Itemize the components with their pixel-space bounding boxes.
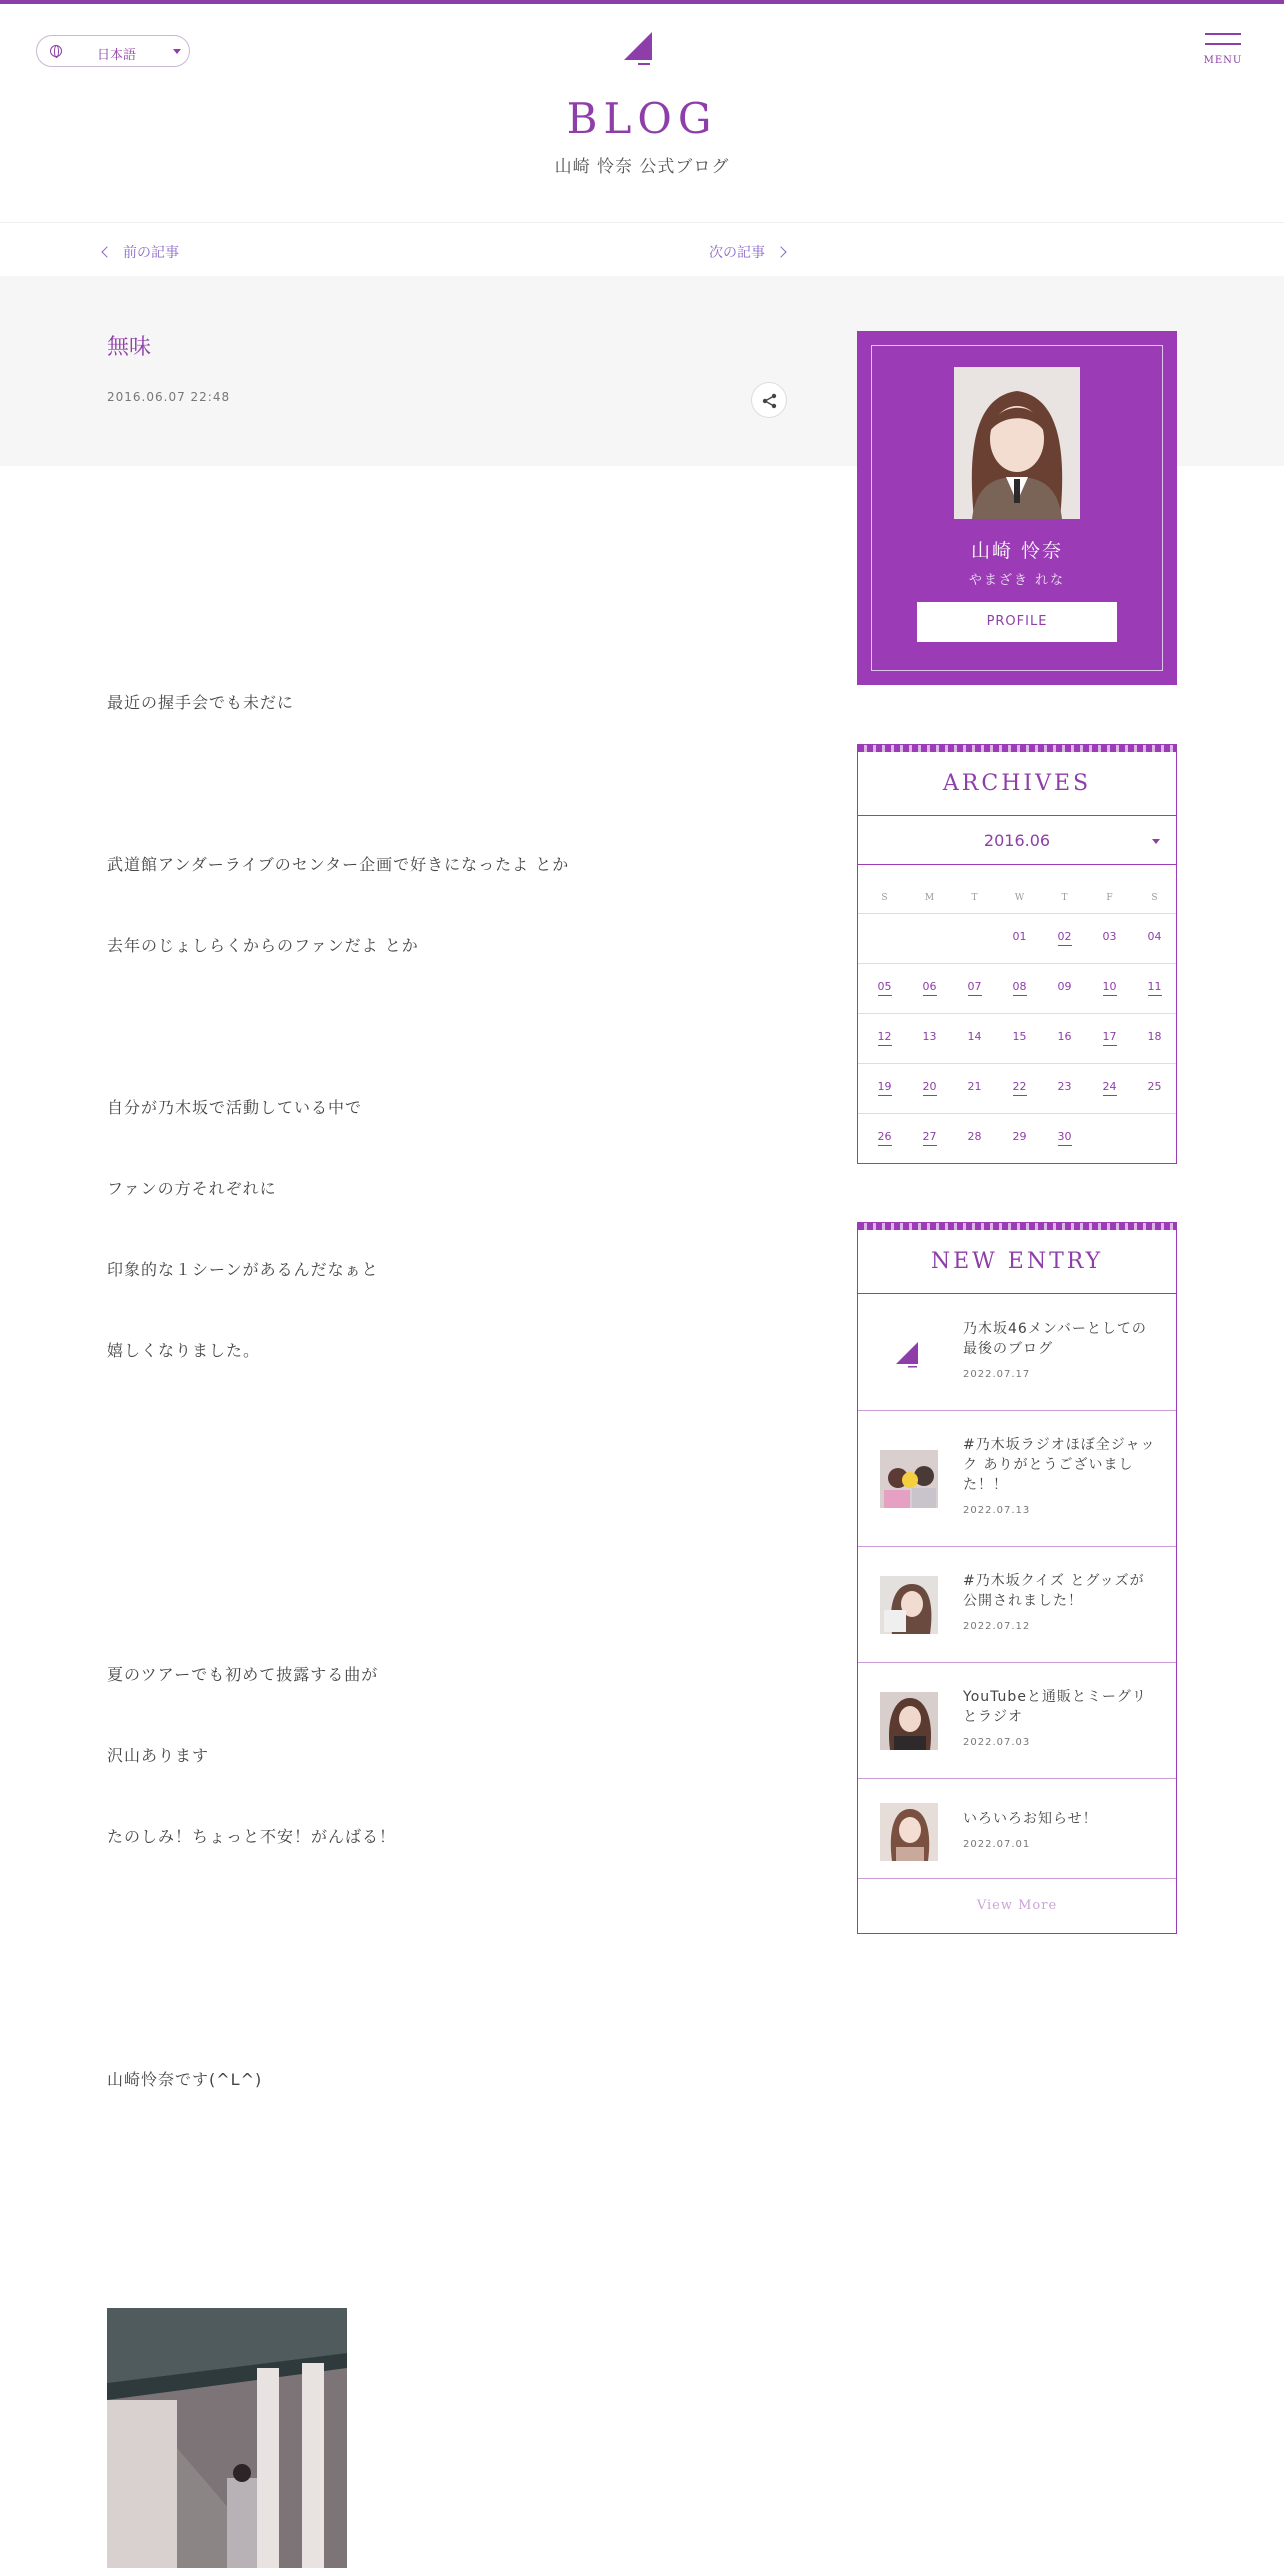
calendar-day-label: 09 xyxy=(1057,980,1072,993)
calendar-day xyxy=(997,1130,1042,1143)
entry-title: YouTubeと通販とミーグリとラジオ xyxy=(963,1689,1147,1725)
avatar xyxy=(954,367,1080,519)
calendar-day-label: 06 xyxy=(923,980,937,996)
calendar-row-divider xyxy=(858,1013,1176,1014)
caret-down-icon xyxy=(1152,839,1160,844)
list-item[interactable] xyxy=(858,1663,1176,1779)
list-item[interactable] xyxy=(858,1547,1176,1663)
calendar-day-label: 03 xyxy=(1102,930,1117,943)
entry-date: 2022.07.03 xyxy=(963,1737,1031,1748)
calendar-day xyxy=(1042,1030,1087,1043)
decorative-border xyxy=(858,1223,1176,1230)
calendar-weekday: W xyxy=(1014,893,1025,903)
calendar-day-label: 25 xyxy=(1147,1080,1162,1093)
calendar-day-label: 19 xyxy=(878,1080,892,1096)
divider xyxy=(0,222,1284,223)
calendar-day-label: 30 xyxy=(1058,1130,1072,1146)
post-date: 2016.06.07 22:48 xyxy=(107,390,231,404)
calendar-day xyxy=(952,1030,997,1043)
calendar-day xyxy=(1132,1030,1177,1043)
entry-thumbnail xyxy=(880,1803,938,1861)
archives-title: ARCHIVES xyxy=(858,752,1176,816)
calendar-day[interactable] xyxy=(997,1080,1042,1093)
calendar-weekday: M xyxy=(924,893,935,903)
calendar-weekday: S xyxy=(1151,893,1158,903)
calendar-day[interactable] xyxy=(1087,980,1132,993)
post-paragraph: 沢山あります xyxy=(107,1746,210,1765)
caret-down-icon xyxy=(173,49,181,54)
calendar-day[interactable] xyxy=(862,980,907,993)
calendar-day-label: 04 xyxy=(1147,930,1162,943)
calendar-day-label: 07 xyxy=(968,980,982,996)
calendar-day-label: 17 xyxy=(1103,1030,1117,1046)
list-item[interactable] xyxy=(858,1411,1176,1547)
entry-date: 2022.07.01 xyxy=(963,1839,1031,1850)
globe-icon xyxy=(50,45,62,57)
page-title: BLOG xyxy=(566,94,718,143)
calendar-day-label: 20 xyxy=(923,1080,937,1096)
post-paragraph: 武道館アンダーライブのセンター企画で好きになったよ とか xyxy=(107,855,570,874)
menu-label: MENU xyxy=(1203,55,1243,66)
menu-icon-bar xyxy=(1205,33,1241,35)
post-paragraph: 山崎怜奈です(^L^) xyxy=(107,2070,263,2089)
calendar-day-label: 08 xyxy=(1013,980,1027,996)
post-paragraph: ファンの方それぞれに xyxy=(107,1179,277,1198)
calendar-weekday: S xyxy=(881,893,888,903)
entry-thumbnail xyxy=(880,1450,938,1508)
calendar-day[interactable] xyxy=(952,980,997,993)
calendar-day xyxy=(1132,930,1177,943)
calendar-day[interactable] xyxy=(1042,930,1087,943)
calendar-weekday: T xyxy=(1061,893,1068,903)
calendar-day-label: 13 xyxy=(922,1030,937,1043)
entry-date: 2022.07.13 xyxy=(963,1505,1031,1516)
calendar-day xyxy=(1087,930,1132,943)
calendar-day-label: 26 xyxy=(878,1130,892,1146)
page-subtitle: 山崎 怜奈 公式ブログ xyxy=(554,157,730,177)
calendar-day-label: 10 xyxy=(1103,980,1117,996)
calendar-day-label: 24 xyxy=(1103,1080,1117,1096)
calendar-row-divider xyxy=(858,1113,1176,1114)
prev-article-label: 前の記事 xyxy=(123,245,179,261)
post-paragraph: 夏のツアーでも初めて披露する曲が xyxy=(107,1665,379,1684)
entry-date: 2022.07.12 xyxy=(963,1621,1031,1632)
calendar-weekday: T xyxy=(971,893,978,903)
list-item[interactable] xyxy=(858,1295,1176,1411)
entry-thumbnail xyxy=(880,1692,938,1750)
calendar-day-label: 12 xyxy=(878,1030,892,1046)
calendar-day xyxy=(997,1030,1042,1043)
archives-panel xyxy=(857,744,1177,1164)
calendar-day[interactable] xyxy=(907,1080,952,1093)
entry-title: 乃木坂46メンバーとしての最後のブログ xyxy=(963,1321,1147,1357)
menu-icon-bar xyxy=(1205,43,1241,45)
calendar-day-label: 02 xyxy=(1058,930,1072,946)
language-selector[interactable] xyxy=(36,35,190,67)
calendar-day-label: 27 xyxy=(923,1130,937,1146)
decorative-border xyxy=(858,745,1176,752)
share-button[interactable] xyxy=(751,382,787,418)
calendar-day-label: 23 xyxy=(1057,1080,1072,1093)
post-paragraph: たのしみ！ちょっと不安！がんばる！ xyxy=(107,1827,397,1846)
calendar-day[interactable] xyxy=(1087,1080,1132,1093)
calendar-day[interactable] xyxy=(1132,980,1177,993)
post-paragraph: 嬉しくなりました。 xyxy=(107,1341,261,1360)
calendar-day-label: 01 xyxy=(1012,930,1027,943)
post-paragraph: 自分が乃木坂で活動している中で xyxy=(107,1098,363,1117)
logo[interactable] xyxy=(622,30,654,68)
calendar-day[interactable] xyxy=(862,1030,907,1043)
calendar-day-label: 05 xyxy=(878,980,892,996)
calendar-day[interactable] xyxy=(997,980,1042,993)
list-item[interactable] xyxy=(858,1779,1176,1879)
calendar-day-label: 11 xyxy=(1148,980,1162,996)
calendar-day xyxy=(907,1030,952,1043)
share-icon xyxy=(752,383,788,419)
calendar-day-label: 14 xyxy=(967,1030,982,1043)
calendar-day-label: 15 xyxy=(1012,1030,1027,1043)
calendar-day-label: 22 xyxy=(1013,1080,1027,1096)
next-article-link[interactable] xyxy=(709,242,785,262)
calendar-day[interactable] xyxy=(1042,1130,1087,1143)
profile-button[interactable]: PROFILE xyxy=(917,602,1117,642)
prev-article-link[interactable] xyxy=(103,242,179,262)
calendar-day[interactable] xyxy=(1087,1030,1132,1043)
calendar-day[interactable] xyxy=(862,1080,907,1093)
post-paragraph: 去年のじょしらくからのファンだよ とか xyxy=(107,936,419,955)
calendar-day xyxy=(952,1130,997,1143)
calendar-row-divider xyxy=(858,913,1176,914)
calendar-day-label: 28 xyxy=(967,1130,982,1143)
calendar-day xyxy=(997,930,1042,943)
chevron-right-icon xyxy=(775,246,786,257)
chevron-left-icon xyxy=(101,246,112,257)
entry-date: 2022.07.17 xyxy=(963,1369,1031,1380)
view-more-link[interactable]: View More xyxy=(976,1898,1058,1913)
entry-title: #乃木坂ラジオほぼ全ジャック ありがとうございました！！ xyxy=(963,1437,1156,1493)
post-paragraph: 印象的な１シーンがあるんだなぁと xyxy=(107,1260,379,1279)
calendar-day xyxy=(952,1080,997,1093)
calendar-day[interactable] xyxy=(907,980,952,993)
profile-name: 山崎 怜奈 xyxy=(970,540,1064,562)
calendar-day xyxy=(1042,980,1087,993)
entry-title: #乃木坂クイズ とグッズが公開されました！ xyxy=(963,1573,1145,1609)
language-label: 日本語 xyxy=(97,48,137,63)
calendar-day xyxy=(1132,1080,1177,1093)
month-select-value: 2016.06 xyxy=(983,831,1051,850)
month-select[interactable] xyxy=(858,817,1176,865)
calendar-row-divider xyxy=(858,963,1176,964)
calendar-day-label: 29 xyxy=(1012,1130,1027,1143)
calendar-row-divider xyxy=(858,1063,1176,1064)
post-title: 無味 xyxy=(107,335,152,360)
calendar-day-label: 16 xyxy=(1057,1030,1072,1043)
next-article-label: 次の記事 xyxy=(709,245,765,261)
new-entry-panel xyxy=(857,1222,1177,1934)
menu-button[interactable] xyxy=(1203,33,1243,69)
calendar-day-label: 18 xyxy=(1147,1030,1162,1043)
calendar-day[interactable] xyxy=(862,1130,907,1143)
entry-thumbnail xyxy=(880,1576,938,1634)
post-photo[interactable] xyxy=(107,2308,347,2568)
new-entry-title: NEW ENTRY xyxy=(858,1230,1176,1294)
top-accent-bar xyxy=(0,0,1284,4)
calendar-day xyxy=(1042,1080,1087,1093)
post-paragraph: 最近の握手会でも未だに xyxy=(107,693,295,712)
calendar-weekday: F xyxy=(1106,893,1113,903)
profile-kana: やまざき れな xyxy=(968,573,1066,588)
calendar-day-label: 21 xyxy=(967,1080,982,1093)
calendar-day[interactable] xyxy=(907,1130,952,1143)
entry-title: いろいろお知らせ！ xyxy=(963,1811,1098,1827)
entry-thumbnail xyxy=(880,1324,938,1382)
profile-card xyxy=(857,331,1177,685)
